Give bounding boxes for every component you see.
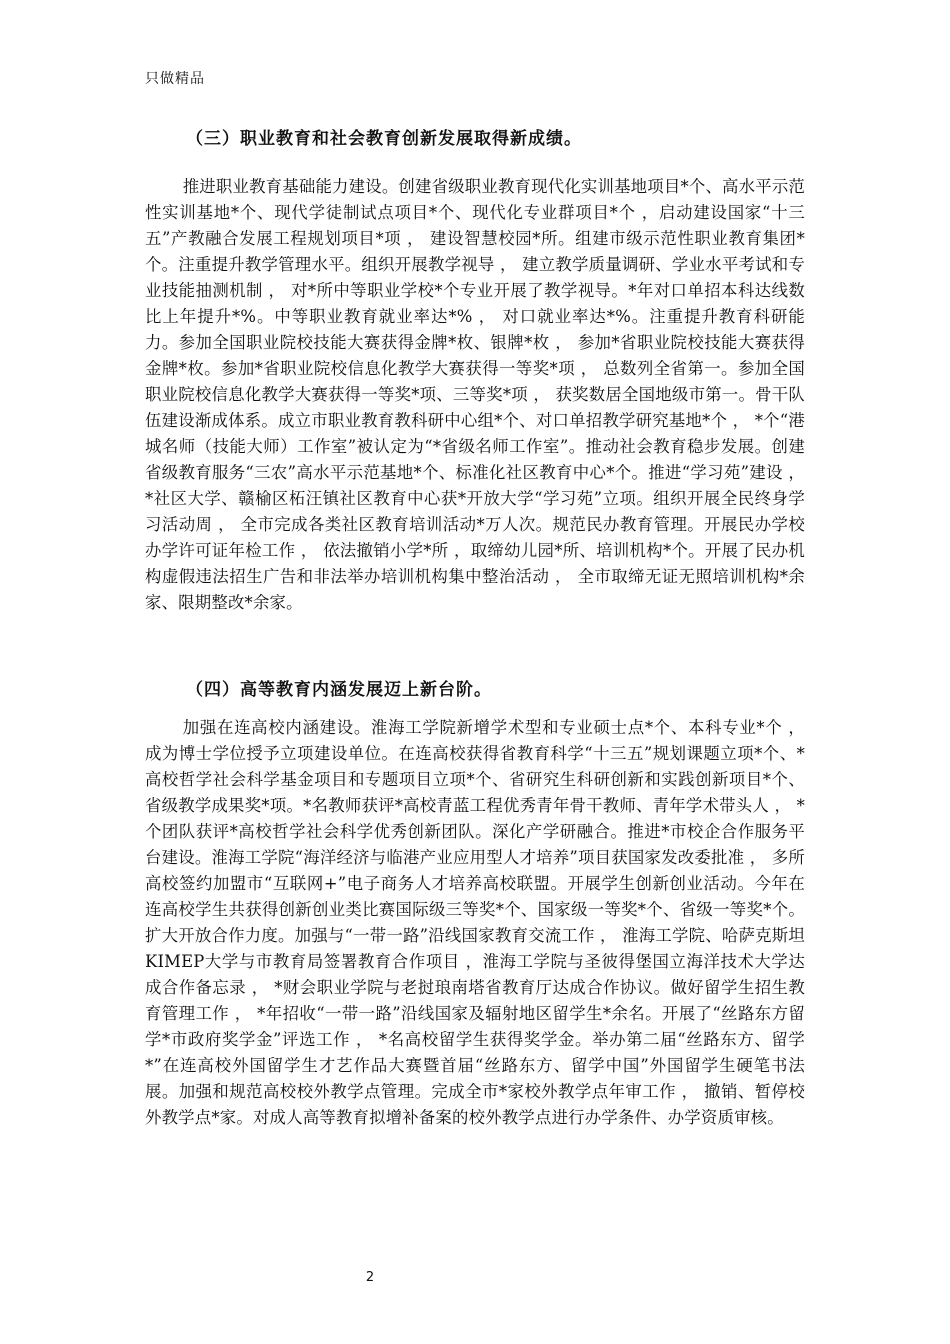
section-body-vocational-education: 推进职业教育基础能力建设。创建省级职业教育现代化实训基地项目*个、高水平示范性实训基地*个、现代学徒制试点项目*个、现代化专业群项目*个 ，启动建设国家“十三五”产教融合发展工程规划项目*项 ， 建设智慧校园*所。组建市级示范性职业教育集团*个。注重提升教学管理水平。组织开展教学视导 ， 建立教学质量调研、学业水平考试和专业技能抽测机制 ， 对*所中等职业学校*个专业开展了教学视导。*年对口单招本科达线数比上年提升*%。中等职业教育就业率达*% ， 对口就业率达*%。注重提升教育科研能力。参加全国职业院校技能大赛获得金牌*枚、银牌*枚 ， 参加*省职业院校技能大赛获得金牌*枚。参加*省职业院校信息化教学大赛获得一等奖*项 ， 总数列全省第一。参加全国职业院校信息化教学大赛获得一等奖*项、三等奖*项 ， 获奖数居全国地级市第一。骨干队伍建设渐成体系。成立市职业教育教科研中心组*个、对口单招教学研究基地*个 ， *个“港城名师（技能大师）工作室”被认定为“*省级名师工作室”。推动社会教育稳步发展。创建省级教育服务“三农”高水平示范基地*个、标准化社区教育中心*个。推进“学习苑”建设 ，*社区大学、赣榆区柘汪镇社区教育中心获*开放大学“学习苑”立项。组织开展全民终身学习活动周 ， 全市完成各类社区教育培训活动*万人次。规范民办教育管理。开展民办学校办学许可证年检工作 ， 依法撤销小学*所 ，取缔幼儿园*所、培训机构*个。开展了民办机构虚假违法招生广告和非法举办培训机构集中整治活动 ， 全市取缔无证无照培训机构*余家、限期整改*余家。 <box>145 177 805 612</box>
section-heading-higher-education: （四）高等教育内涵发展迈上新台阶。 <box>186 680 492 700</box>
page-header: 只做精品 <box>145 71 205 87</box>
section-heading-vocational-education: （三）职业教育和社会教育创新发展取得新成绩。 <box>186 129 582 149</box>
section-body-higher-education: 加强在连高校内涵建设。淮海工学院新增学术型和专业硕士点*个、本科专业*个 ， 成为博士学位授予立项建设单位。在连高校获得省教育科学“十三五”规划课题立项*个、*高校哲学社会科学基金项目和专题项目立项*个、省研究生科研创新和实践创新项目*个、省级教学成果奖*项。*名教师获评*高校青蓝工程优秀青年骨干教师、青年学术带头人 ， *个团队获评*高校哲学社会科学优秀创新团队。深化产学研融合。推进*市校企合作服务平台建设。淮海工学院“海洋经济与临港产业应用型人才培养”项目获国家发改委批准 ， 多所高校签约加盟市“互联网+”电子商务人才培养高校联盟。开展学生创新创业活动。今年在连高校学生共获得创新创业类比赛国际级三等奖*个、国家级一等奖*个、省级一等奖*个。扩大开放合作力度。加强与“一带一路”沿线国家教育交流工作 ， 淮海工学院、哈萨克斯坦KIMEP大学与市教育局签署教育合作项目 ，淮海工学院与圣彼得堡国立海洋技术大学达成合作备忘录 ， *财会职业学院与老挝琅南塔省教育厅达成合作协议。做好留学生招生教育管理工作 ， *年招收“一带一路”沿线国家及辐射地区留学生*余名。开展了“丝路东方留学*市政府奖学金”评选工作 ， *名高校留学生获得奖学金。举办第二届“丝路东方、留学*”在连高校外国留学生才艺作品大赛暨首届“丝路东方、留学中国”外国留学生硬笔书法展。加强和规范高校校外教学点管理。完成全市*家校外教学点年审工作 ， 撤销、暂停校外教学点*家。对成人高等教育拟增补备案的校外教学点进行办学条件、办学资质审核。 <box>145 718 805 1127</box>
page-number: 2 <box>365 1270 375 1285</box>
